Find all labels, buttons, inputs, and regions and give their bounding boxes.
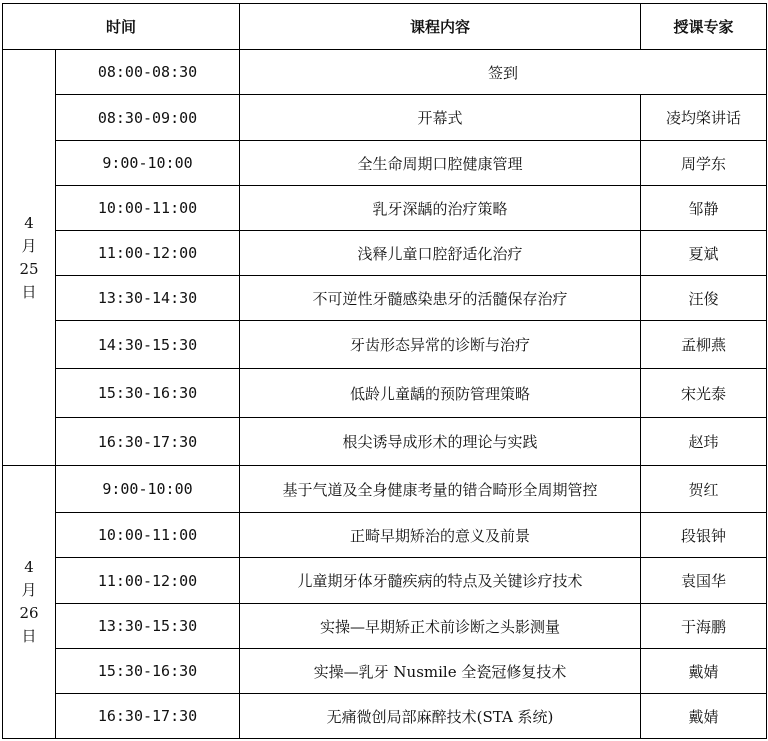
session-time: 15:30-16:30 (56, 649, 240, 694)
session-expert: 戴婧 (641, 649, 767, 694)
session-content: 正畸早期矫治的意义及前景 (240, 513, 641, 558)
day-label-line: 日 (21, 627, 37, 645)
day-label-line: 月 (21, 236, 37, 255)
session-time: 14:30-15:30 (56, 321, 240, 369)
session-expert: 夏斌 (641, 231, 767, 276)
session-time: 11:00-12:00 (56, 231, 240, 276)
session-expert: 贺红 (641, 466, 767, 513)
session-expert: 于海鹏 (641, 604, 767, 649)
session-time: 11:00-12:00 (56, 558, 240, 604)
session-time: 10:00-11:00 (56, 513, 240, 558)
session-content: 全生命周期口腔健康管理 (240, 141, 641, 186)
table-row (3, 694, 767, 739)
session-content: 低龄儿童龋的预防管理策略 (240, 369, 641, 418)
session-content: 基于气道及全身健康考量的错合畸形全周期管控 (240, 466, 641, 513)
session-expert: 凌均棨讲话 (641, 95, 767, 141)
session-expert: 周学东 (641, 141, 767, 186)
session-time: 13:30-15:30 (56, 604, 240, 649)
course-schedule-table (2, 3, 767, 739)
session-expert: 段银钟 (641, 513, 767, 558)
session-time: 9:00-10:00 (56, 466, 240, 513)
session-content: 实操—早期矫正术前诊断之头影测量 (240, 604, 641, 649)
session-content: 儿童期牙体牙髓疾病的特点及关键诊疗技术 (240, 558, 641, 604)
session-content: 乳牙深龋的治疗策略 (240, 186, 641, 231)
session-content: 牙齿形态异常的诊断与治疗 (240, 321, 641, 369)
table-row (3, 369, 767, 418)
session-content: 实操—乳牙 Nusmile 全瓷冠修复技术 (240, 649, 641, 694)
day-label-line: 月 (21, 581, 37, 599)
session-time: 16:30-17:30 (56, 694, 240, 739)
table-row (3, 418, 767, 466)
session-time: 08:30-09:00 (56, 95, 240, 141)
table-row (3, 558, 767, 604)
table-row (3, 321, 767, 369)
session-expert: 邹静 (641, 186, 767, 231)
day-label-line: 4 (24, 558, 34, 576)
header-row (3, 4, 767, 50)
session-expert: 汪俊 (641, 276, 767, 321)
session-time: 13:30-14:30 (56, 276, 240, 321)
session-content: 签到 (240, 50, 767, 95)
day-label-line: 25 (19, 259, 39, 278)
session-content: 无痛微创局部麻醉技术(STA 系统) (240, 694, 641, 739)
session-time: 9:00-10:00 (56, 141, 240, 186)
table-row (3, 649, 767, 694)
table-row (3, 604, 767, 649)
table-row (3, 231, 767, 276)
session-expert: 宋光泰 (641, 369, 767, 418)
day-label-line: 日 (21, 282, 37, 301)
session-expert: 孟柳燕 (641, 321, 767, 369)
session-content: 开幕式 (240, 95, 641, 141)
session-expert: 赵玮 (641, 418, 767, 466)
header-expert: 授课专家 (641, 4, 767, 50)
session-content: 浅释儿童口腔舒适化治疗 (240, 231, 641, 276)
day-label-line: 26 (19, 604, 39, 622)
table-row (3, 95, 767, 141)
table-row (3, 141, 767, 186)
session-content: 根尖诱导成形术的理论与实践 (240, 418, 641, 466)
session-time: 15:30-16:30 (56, 369, 240, 418)
session-expert: 戴婧 (641, 694, 767, 739)
session-time: 16:30-17:30 (56, 418, 240, 466)
session-expert: 袁国华 (641, 558, 767, 604)
header-time: 时间 (3, 4, 240, 50)
session-time: 08:00-08:30 (56, 50, 240, 95)
table-row (3, 186, 767, 231)
table-row (3, 276, 767, 321)
table-row (3, 513, 767, 558)
table-row (3, 50, 767, 95)
header-content: 课程内容 (240, 4, 641, 50)
table-row (3, 466, 767, 513)
session-content: 不可逆性牙髓感染患牙的活髓保存治疗 (240, 276, 641, 321)
session-time: 10:00-11:00 (56, 186, 240, 231)
day-label-line: 4 (24, 213, 34, 232)
day-label-0425 (3, 50, 56, 466)
day-label-0426 (3, 466, 56, 739)
